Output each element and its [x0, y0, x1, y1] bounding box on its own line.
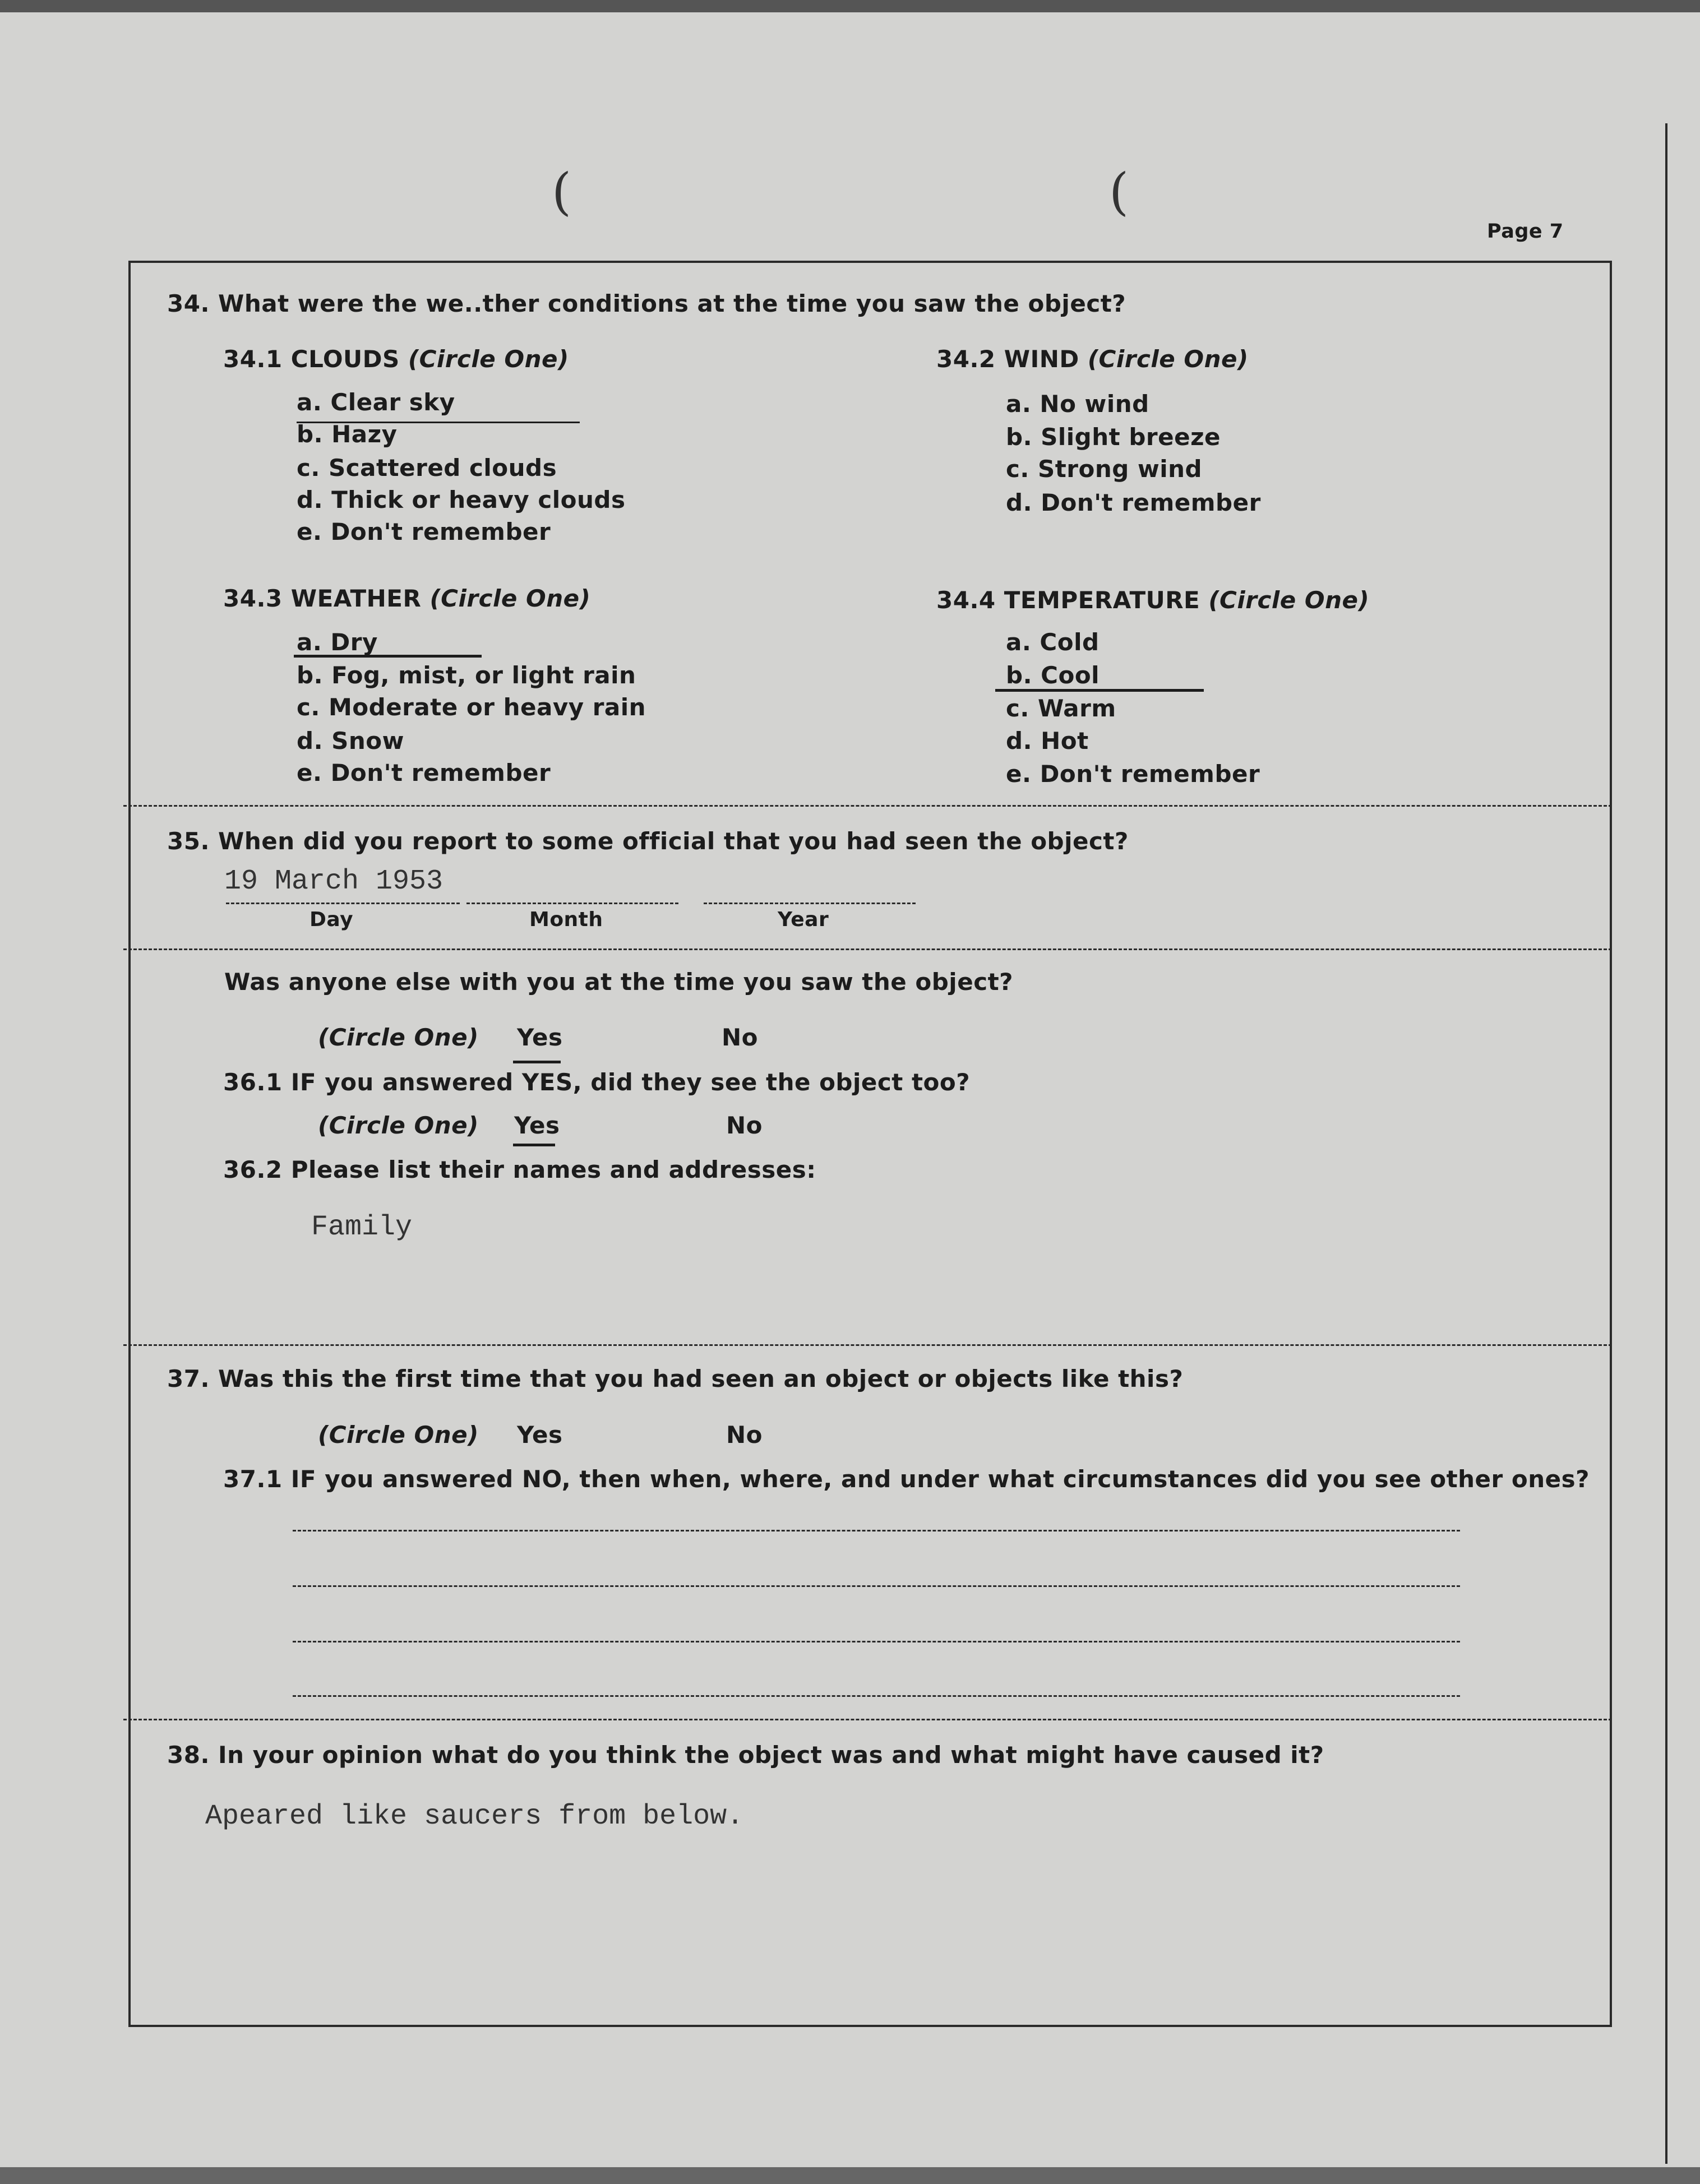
q37-yes[interactable]: Yes	[517, 1421, 563, 1449]
q35-question: 35. When did you report to some official that you had seen the object?	[167, 827, 1129, 855]
q38-answer[interactable]: Apeared like saucers from below.	[205, 1801, 744, 1833]
weather-option-d[interactable]: d. Snow	[297, 727, 404, 755]
punch-mark-left: (	[552, 163, 572, 221]
q36-instruction: (Circle One)	[318, 1024, 479, 1051]
scan-edge-top	[0, 0, 1700, 12]
weather-option-a-underline	[294, 655, 482, 658]
temperature-heading-label: 34.4 TEMPERATURE	[936, 586, 1200, 614]
year-label: Year	[778, 908, 829, 931]
q36-yes-underline	[513, 1061, 561, 1063]
answer-line-4[interactable]	[293, 1695, 1460, 1697]
punch-mark-right: (	[1109, 163, 1129, 221]
clouds-option-d[interactable]: d. Thick or heavy clouds	[297, 486, 626, 513]
weather-option-c[interactable]: c. Moderate or heavy rain	[297, 693, 646, 721]
wind-option-b[interactable]: b. Slight breeze	[1006, 423, 1221, 451]
temperature-option-b[interactable]: b. Cool	[1006, 661, 1100, 689]
q361-instruction: (Circle One)	[318, 1112, 479, 1139]
weather-heading-label: 34.3 WEATHER	[223, 585, 422, 612]
answer-line-3[interactable]	[293, 1641, 1460, 1642]
divider	[123, 948, 1612, 950]
temperature-option-a[interactable]: a. Cold	[1006, 628, 1100, 656]
clouds-option-c[interactable]: c. Scattered clouds	[297, 454, 557, 482]
q361-no[interactable]: No	[726, 1112, 763, 1139]
clouds-heading	[223, 345, 569, 373]
wind-instruction: (Circle One)	[1087, 345, 1249, 373]
q362-answer[interactable]: Family	[311, 1211, 413, 1243]
answer-line-1[interactable]	[293, 1530, 1460, 1531]
temperature-option-c[interactable]: c. Warm	[1006, 695, 1116, 722]
clouds-option-a[interactable]: a. Clear sky	[297, 388, 455, 416]
weather-option-a[interactable]: a. Dry	[297, 628, 378, 656]
day-label: Day	[309, 908, 354, 931]
wind-option-a[interactable]: a. No wind	[1006, 390, 1149, 418]
q362-question: 36.2 Please list their names and addresses:	[223, 1156, 816, 1183]
divider	[123, 805, 1612, 807]
wind-heading	[936, 345, 1249, 373]
clouds-heading-label: 34.1 CLOUDS	[223, 345, 400, 373]
weather-option-e[interactable]: e. Don't remember	[297, 759, 551, 786]
q361-yes-underline	[513, 1144, 555, 1146]
clouds-option-b[interactable]: b. Hazy	[297, 420, 398, 448]
divider	[123, 1719, 1612, 1720]
day-line	[226, 903, 460, 904]
scan-edge-right-line	[1665, 123, 1667, 2164]
answer-line-2[interactable]	[293, 1585, 1460, 1587]
q37-no[interactable]: No	[726, 1421, 763, 1449]
wind-option-d[interactable]: d. Don't remember	[1006, 489, 1261, 516]
month-label: Month	[529, 908, 603, 931]
page-number: Page 7	[1487, 220, 1564, 243]
q36-yes[interactable]: Yes	[517, 1024, 563, 1051]
q36-no[interactable]: No	[722, 1024, 759, 1051]
q37-instruction: (Circle One)	[318, 1421, 479, 1449]
q38-question: 38. In your opinion what do you think the object was and what might have caused it?	[167, 1741, 1324, 1769]
q371-question: 37.1 IF you answered NO, then when, where, and under what circumstances did you see other ones?	[223, 1465, 1590, 1493]
wind-option-c[interactable]: c. Strong wind	[1006, 455, 1203, 483]
temperature-option-b-underline	[995, 689, 1204, 692]
q34-question: 34. What were the we..ther conditions at the time you saw the object?	[167, 290, 1126, 317]
weather-instruction: (Circle One)	[429, 585, 591, 612]
temperature-option-d[interactable]: d. Hot	[1006, 727, 1089, 755]
q361-yes[interactable]: Yes	[514, 1112, 560, 1139]
scan-edge-bottom	[0, 2167, 1700, 2184]
weather-heading	[223, 585, 590, 613]
q361-question: 36.1 IF you answered YES, did they see the object too?	[223, 1068, 971, 1096]
q35-date-answer[interactable]: 19 March 1953	[224, 866, 444, 897]
q36-question: Was anyone else with you at the time you saw the object?	[224, 968, 1014, 996]
month-line	[466, 903, 678, 904]
temperature-instruction: (Circle One)	[1208, 586, 1370, 614]
wind-heading-label: 34.2 WIND	[936, 345, 1079, 373]
clouds-instruction: (Circle One)	[408, 345, 569, 373]
divider	[123, 1344, 1612, 1346]
weather-option-b[interactable]: b. Fog, mist, or light rain	[297, 661, 636, 689]
q37-question: 37. Was this the first time that you had seen an object or objects like this?	[167, 1365, 1184, 1392]
year-line	[704, 903, 916, 904]
temperature-heading	[936, 586, 1369, 614]
temperature-option-e[interactable]: e. Don't remember	[1006, 760, 1260, 788]
clouds-option-e[interactable]: e. Don't remember	[297, 518, 551, 545]
